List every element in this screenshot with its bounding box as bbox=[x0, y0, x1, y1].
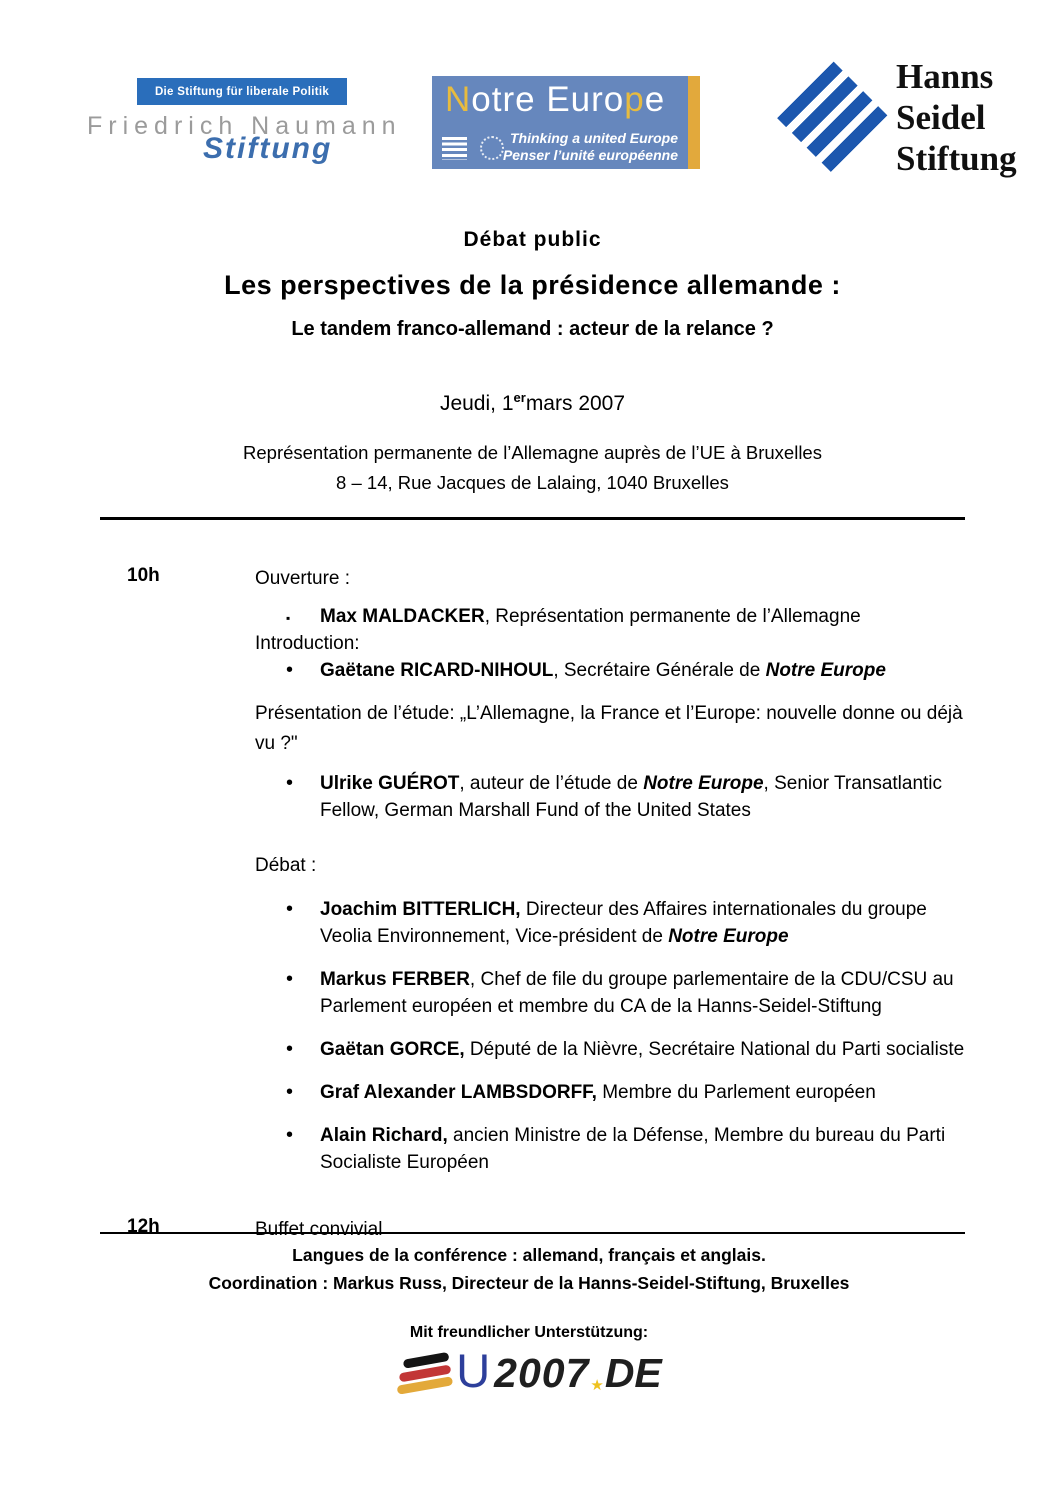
venue-line1: Représentation permanente de l’Allemagne auprès de l’UE à Bruxelles bbox=[243, 442, 822, 463]
speaker-role-cont: , Senior Transatlantic Fellow, German Marshall Fund of the United States bbox=[320, 773, 943, 821]
fns-banner-text: Die Stiftung für liberale Politik bbox=[137, 78, 347, 105]
eu2007de-logo bbox=[0, 1343, 1058, 1403]
hss-wordmark bbox=[896, 56, 1017, 179]
speaker-role: ancien Ministre de la Défense, Membre du bureau du Parti Socialiste Européen bbox=[320, 1125, 946, 1173]
hss-line3: Stiftung bbox=[896, 139, 1017, 178]
speaker-role: , Représentation permanente de l’Allemagne bbox=[484, 606, 861, 627]
time-label: 10h bbox=[127, 565, 160, 586]
fns-stiftung-text: Stiftung bbox=[203, 132, 333, 165]
speaker-name: Graf Alexander LAMBSDORFF, bbox=[320, 1082, 597, 1103]
hanns-seidel-stiftung-logo bbox=[776, 56, 1017, 181]
coordination-note: Coordination : Markus Russ, Directeur de la Hanns-Seidel-Stiftung, Bruxelles bbox=[208, 1273, 850, 1293]
speaker-name: Markus FERBER bbox=[320, 969, 470, 990]
speaker-name: Gaëtane RICARD-NIHOUL bbox=[320, 660, 554, 681]
speaker-name: Max MALDACKER bbox=[320, 606, 485, 627]
bullet-icon bbox=[286, 896, 293, 923]
study-presentation: Présentation de l’étude: „L’Allemagne, la France et l’Europe: nouvelle donne ou déjà vu ?" bbox=[255, 703, 963, 754]
speaker-item bbox=[255, 603, 965, 630]
speaker-item bbox=[255, 770, 965, 824]
speaker-role: Député de la Nièvre, Secrétaire National du Parti socialiste bbox=[464, 1039, 965, 1060]
speaker-role: , auteur de l’étude de bbox=[459, 773, 644, 794]
date-superscript: er bbox=[513, 390, 526, 405]
bullet-icon bbox=[286, 1122, 293, 1149]
speaker-item bbox=[255, 1036, 965, 1063]
bullet-icon bbox=[286, 1079, 293, 1106]
speaker-item bbox=[255, 1079, 965, 1106]
speaker-name: Joachim BITTERLICH, bbox=[320, 899, 521, 920]
debate-heading: Débat : bbox=[255, 855, 317, 876]
ne-yellow-stripe bbox=[688, 76, 700, 169]
ne-mid2: e bbox=[644, 80, 666, 119]
session-content bbox=[255, 565, 965, 1176]
speaker-role: Membre du Parlement européen bbox=[596, 1082, 876, 1103]
horizontal-rule-bottom bbox=[100, 1232, 965, 1234]
speaker-item bbox=[255, 657, 965, 684]
hss-diamond-icon bbox=[776, 58, 888, 176]
venue-line2: 8 – 14, Rue Jacques de Lalaing, 1040 Bruxelles bbox=[336, 472, 729, 493]
event-date bbox=[100, 390, 965, 416]
hss-line2: Seidel bbox=[896, 98, 986, 137]
event-title: Les perspectives de la présidence allemande : bbox=[224, 270, 841, 300]
buffet-label: Buffet convivial bbox=[255, 1219, 383, 1240]
star-icon: ★ bbox=[590, 1377, 604, 1394]
notre-europe-wordmark bbox=[445, 80, 665, 120]
eu-logo-e-strokes-icon bbox=[395, 1354, 453, 1392]
ne-tagline-fr: Penser l’unité européenne bbox=[502, 146, 678, 163]
eu-logo-de: DE bbox=[604, 1349, 662, 1396]
eu-logo-year: 2007 bbox=[494, 1349, 590, 1396]
lines-icon bbox=[442, 137, 467, 160]
time-label: 12h bbox=[127, 1216, 160, 1237]
event-subtitle: Le tandem franco-allemand : acteur de la relance ? bbox=[291, 318, 774, 340]
schedule-row-12h bbox=[100, 1216, 965, 1243]
intro-label: Introduction: bbox=[255, 633, 360, 654]
horizontal-rule-top bbox=[100, 517, 965, 520]
ne-letter-n: N bbox=[445, 80, 472, 119]
speaker-name: Gaëtan GORCE, bbox=[320, 1039, 465, 1060]
venue bbox=[100, 438, 965, 498]
speaker-item bbox=[255, 1122, 965, 1176]
schedule-row-10h bbox=[100, 565, 965, 1176]
speaker-name: Ulrike GUÉROT bbox=[320, 773, 460, 794]
fns-name: Friedrich Naumann bbox=[87, 112, 402, 140]
bullet-icon bbox=[286, 770, 293, 797]
eu-stars-icon bbox=[480, 136, 504, 160]
speaker-role: Directeur des Affaires internationales du groupe Veolia Environnement, Vice-président de bbox=[320, 899, 927, 947]
org-name: Notre Europe bbox=[668, 926, 789, 947]
ne-letter-p: p bbox=[624, 80, 645, 119]
bullet-icon bbox=[286, 657, 293, 684]
schedule bbox=[100, 565, 965, 1243]
conference-languages: Langues de la conférence : allemand, français et anglais. bbox=[292, 1245, 766, 1265]
speaker-item bbox=[255, 966, 965, 1020]
bullet-icon bbox=[286, 966, 293, 993]
bullet-icon bbox=[286, 603, 290, 632]
ne-mid1: otre Euro bbox=[471, 80, 625, 119]
friedrich-naumann-stiftung-logo bbox=[85, 72, 402, 172]
hss-line1: Hanns bbox=[896, 57, 994, 96]
speaker-role: , Chef de file du groupe parlementaire de la CDU/CSU au Parlement européen et membre du CA de la Hanns-Seidel-Stiftung bbox=[320, 969, 954, 1017]
org-name: Notre Europe bbox=[765, 660, 886, 681]
org-name: Notre Europe bbox=[643, 773, 764, 794]
session-content bbox=[255, 1216, 965, 1243]
speaker-item bbox=[255, 896, 965, 950]
bullet-icon bbox=[286, 1036, 293, 1063]
eu-logo-u: U bbox=[456, 1343, 491, 1397]
support-note: Mit freundlicher Unterstützung: bbox=[409, 1324, 649, 1341]
date-tail: mars 2007 bbox=[525, 392, 626, 415]
session-heading: Ouverture : bbox=[255, 568, 351, 589]
speaker-name: Alain Richard, bbox=[320, 1125, 448, 1146]
notre-europe-taglines bbox=[503, 130, 678, 163]
ne-tagline-en: Thinking a united Europe bbox=[510, 130, 678, 146]
notre-europe-logo bbox=[432, 76, 700, 169]
speaker-role: , Secrétaire Générale de bbox=[553, 660, 766, 681]
date-main: Jeudi, 1 bbox=[439, 392, 514, 415]
event-type: Débat public bbox=[463, 228, 602, 251]
